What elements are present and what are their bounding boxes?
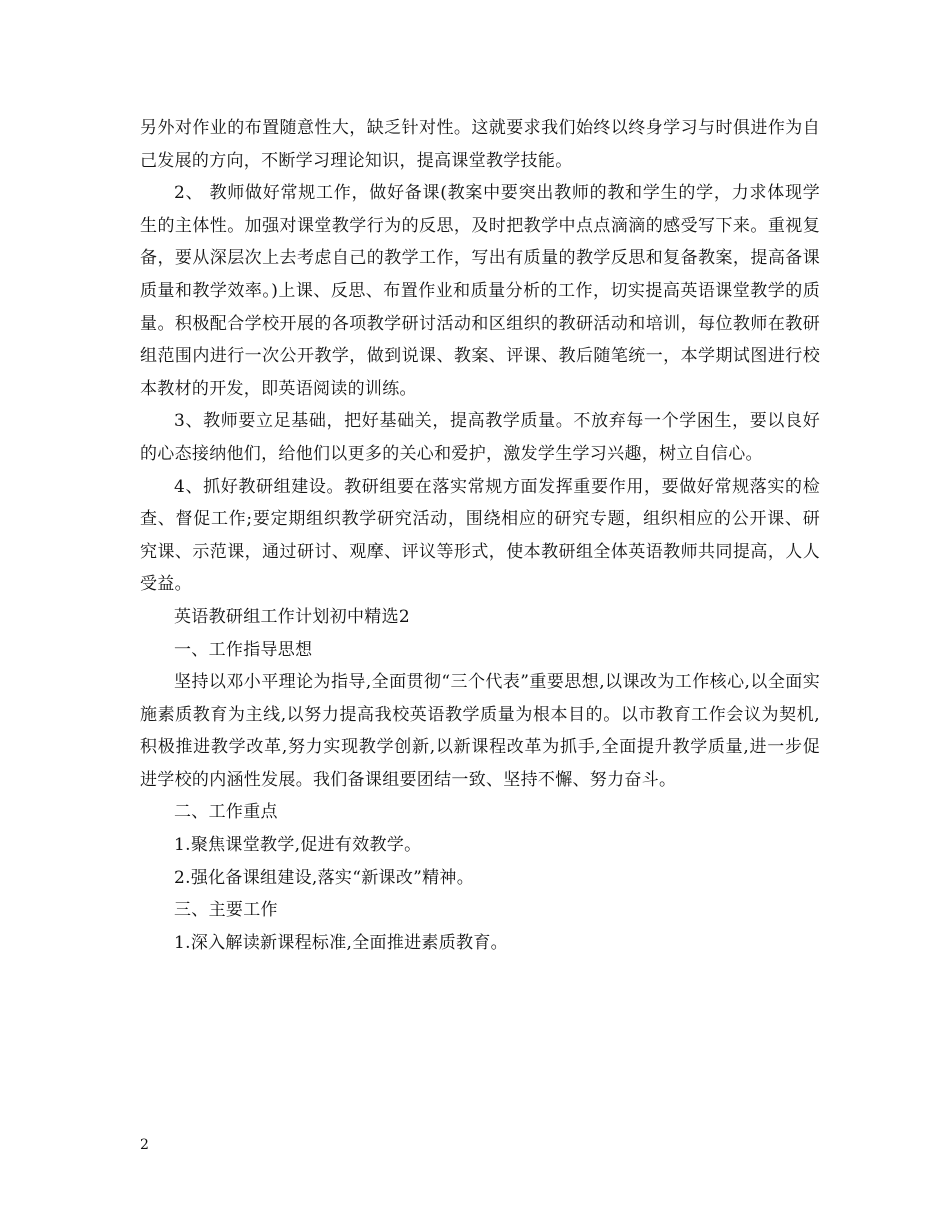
list-item-focus-1: 1.聚焦课堂教学,促进有效教学。 xyxy=(174,835,422,856)
document-body xyxy=(140,112,820,959)
paragraph-item-2: 2、 教师做好常规工作，做好备课(教案中要突出教师的教和学生的学，力求体现学生的主体性。加强对课堂教学行为的反思，及时把教学中点点滴滴的感受写下来。重视复备，要从深层次上去考虑自己的教学工作，写出有质量的教学反思和复备教案，提高备课质量和教学效率。)上课、反思、布置作业和质量分析的工作，切实提高英语课堂教学的质量。积极配合学校开展的各项教学研讨活动和区组织的教研活动和培训，每位教师在教研组范围内进行一次公开教学，做到说课、教案、评课、教后随笔统一，本学期试图进行校本教材的开发，即英语阅读的训练。 xyxy=(140,183,820,399)
paragraph-item-3: 3、教师要立足基础，把好基础关，提高教学质量。不放弃每一个学困生，要以良好的心态接纳他们，给他们以更多的关心和爱护，激发学生学习兴趣，树立自信心。 xyxy=(140,411,820,464)
list-item-focus-2: 2.强化备课组建设,落实“新课改”精神。 xyxy=(174,867,475,888)
list-item-work-1: 1.深入解读新课程标准,全面推进素质教育。 xyxy=(174,932,508,953)
paragraph-continuation: 另外对作业的布置随意性大，缺乏针对性。这就要求我们始终以终身学习与时俱进作为自己发展的方向，不断学习理论知识，提高课堂教学技能。 xyxy=(140,118,820,171)
section-title: 英语教研组工作计划初中精选2 xyxy=(174,606,411,627)
paragraph-item-4: 4、抓好教研组建设。教研组要在落实常规方面发挥重要作用，要做好常规落实的检查、督促工作;要定期组织教学研究活动，围绕相应的研究专题，组织相应的公开课、研究课、示范课，通过研讨、观摩、评议等形式，使本教研组全体英语教师共同提高，人人受益。 xyxy=(140,476,820,595)
heading-work-focus: 二、工作重点 xyxy=(174,802,278,823)
paragraph-guiding-thought: 坚持以邓小平理论为指导,全面贯彻“三个代表”重要思想,以课改为工作核心,以全面实施素质教育为主线,以努力提高我校英语教学质量为根本目的。以市教育工作会议为契机,积极推进教学改革,努力实现教学创新,以新课程改革为抓手,全面提升教学质量,进一步促进学校的内涵性发展。我们备课组要团结一致、坚持不懈、努力奋斗。 xyxy=(140,672,820,790)
heading-guiding-thought: 一、工作指导思想 xyxy=(174,639,313,660)
page-number: 2 xyxy=(140,1137,149,1153)
heading-main-work: 三、主要工作 xyxy=(174,900,278,921)
